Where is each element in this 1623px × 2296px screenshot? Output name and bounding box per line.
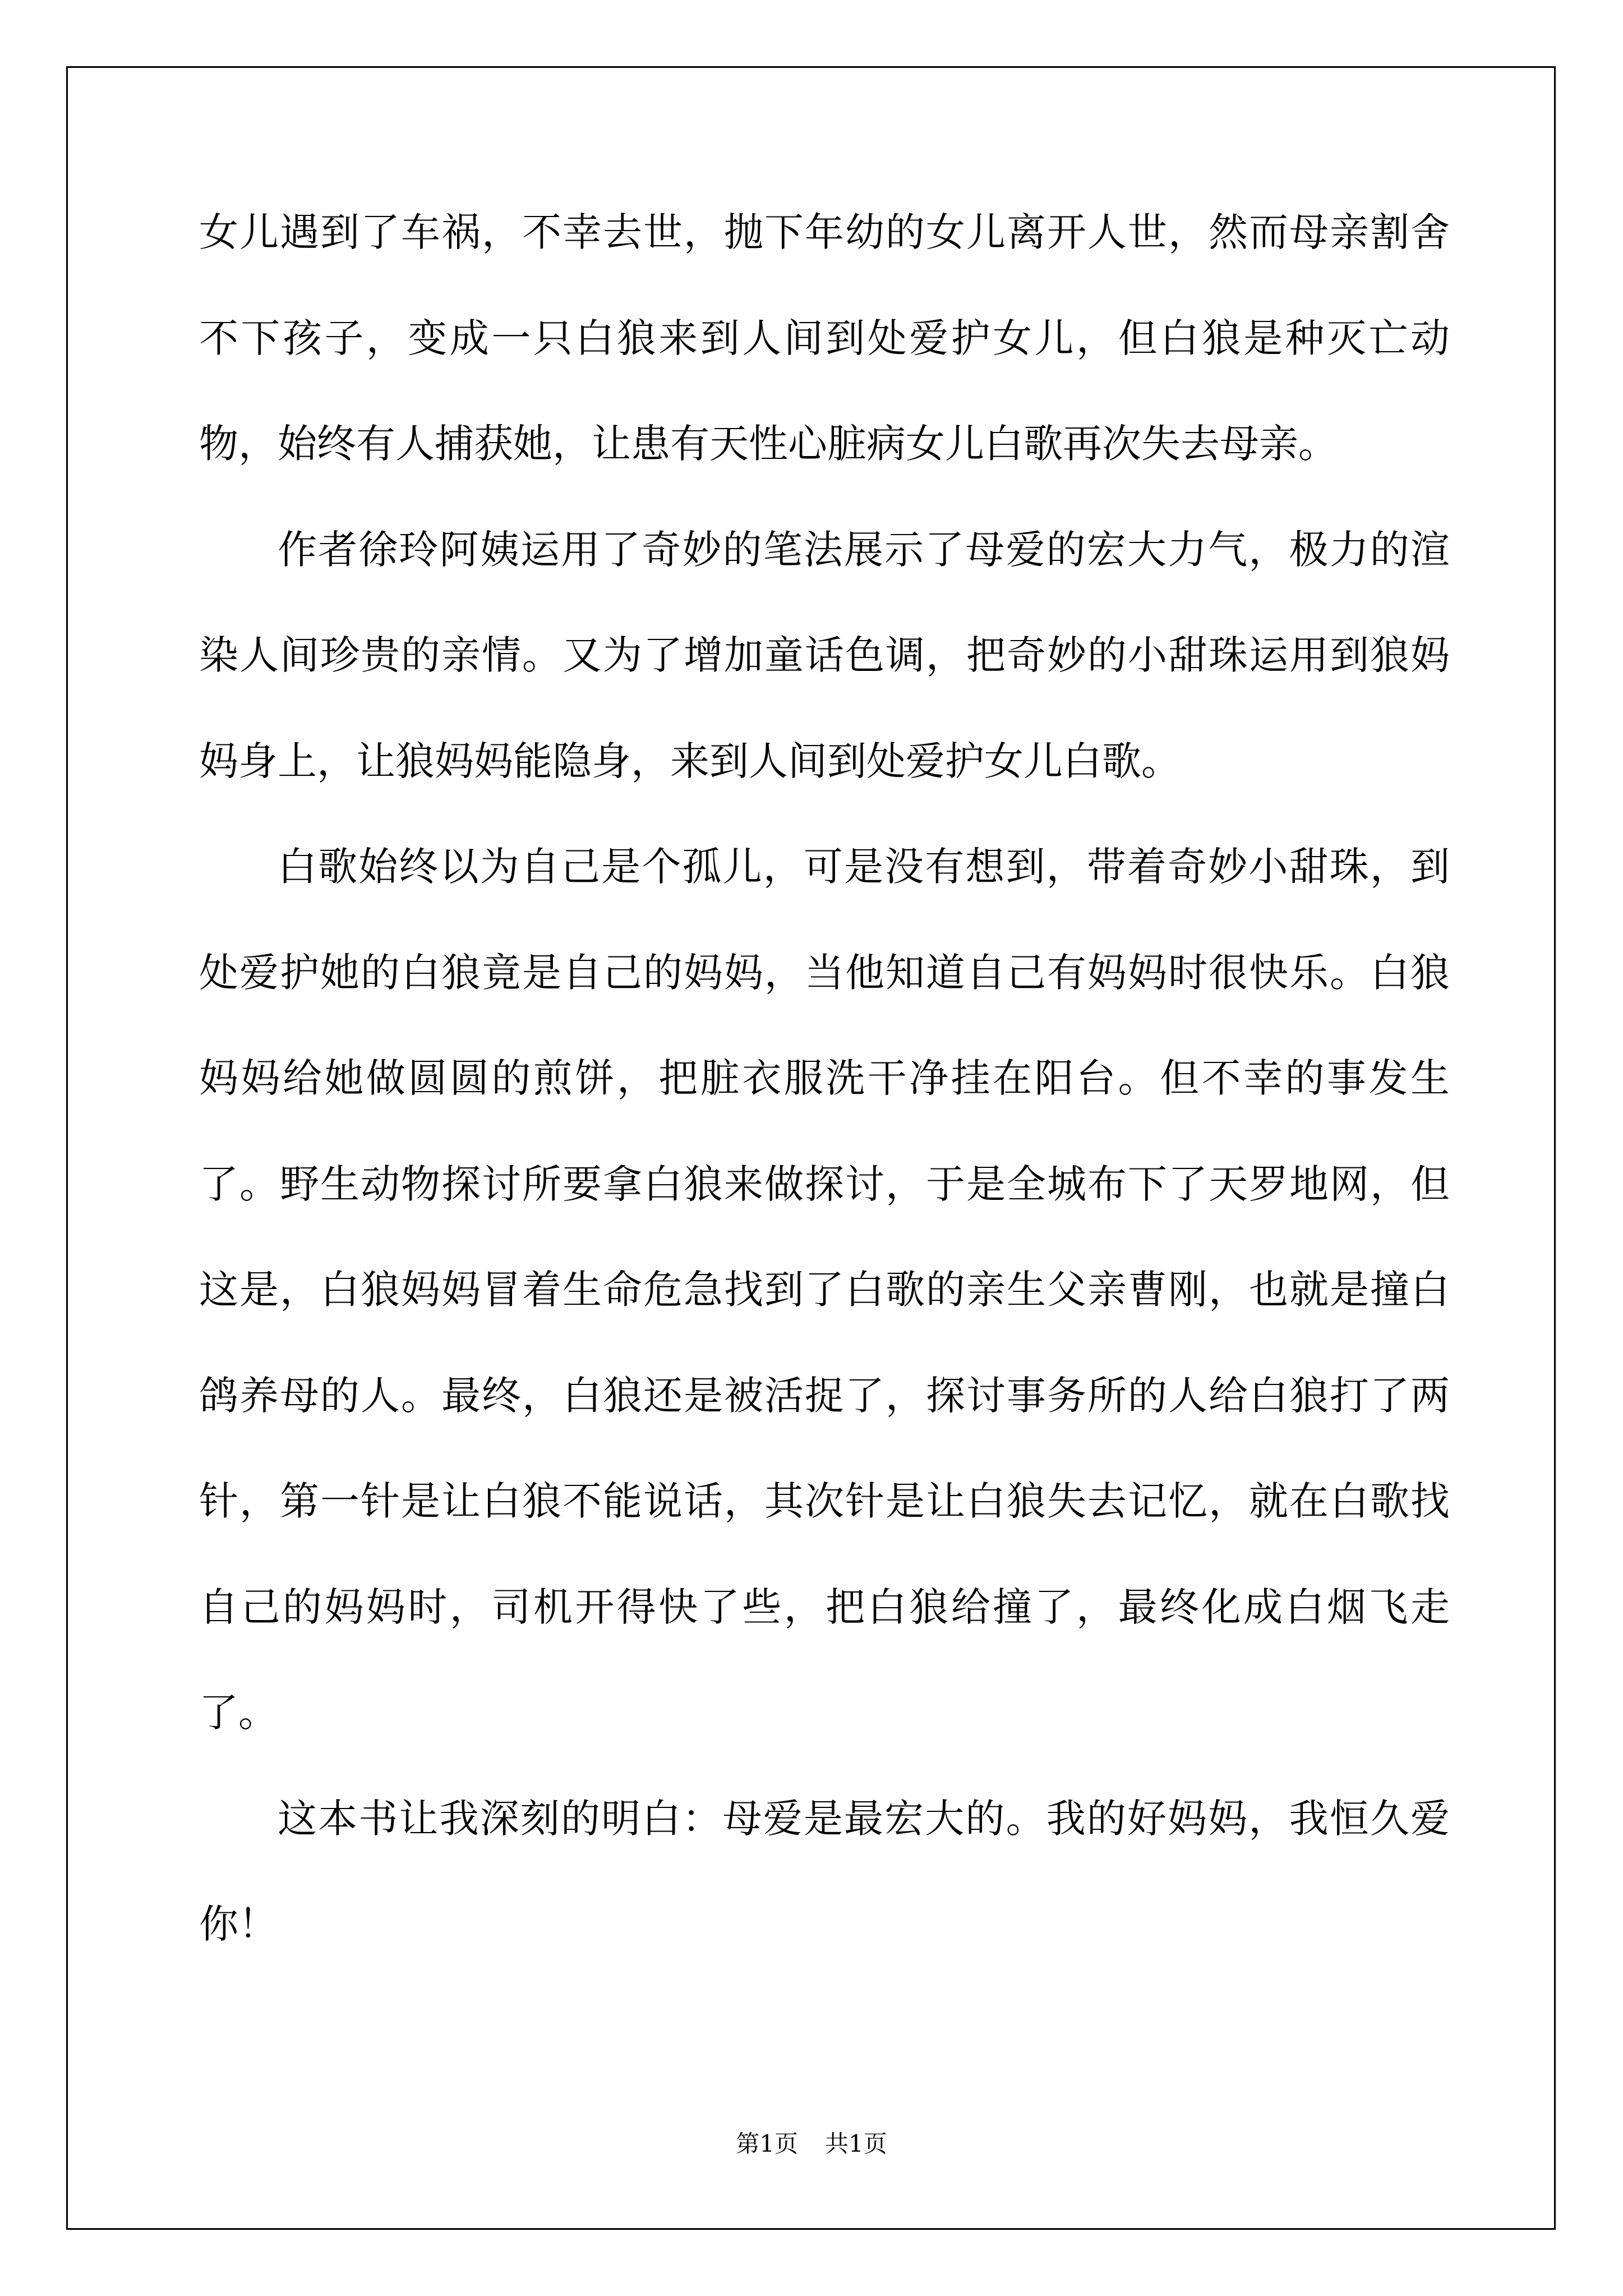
page-number-total: 共1页: [825, 2130, 887, 2157]
page-footer: [0, 2129, 1623, 2159]
paragraph-1: 女儿遇到了车祸，不幸去世，抛下年幼的女儿离开人世，然而母亲割舍不下孩子，变成一只白狼来到人间到处爱护女儿，但白狼是种灭亡动物，始终有人捕获她，让患有天性心脏病女儿白歌再次失去母亲。: [199, 209, 1450, 467]
page-number-current: 第1页: [736, 2130, 798, 2157]
paragraph-4: 这本书让我深刻的明白：母爱是最宏大的。我的好妈妈，我恒久爱你！: [199, 1795, 1450, 1947]
paragraph-2: 作者徐玲阿姨运用了奇妙的笔法展示了母爱的宏大力气，极力的渲染人间珍贵的亲情。又为了增加童话色调，把奇妙的小甜珠运用到狼妈妈身上，让狼妈妈能隐身，来到人间到处爱护女儿白歌。: [199, 526, 1450, 784]
paragraph-3: 白歌始终以为自己是个孤儿，可是没有想到，带着奇妙小甜珠，到处爱护她的白狼竟是自己的妈妈，当他知道自己有妈妈时很快乐。白狼妈妈给她做圆圆的煎饼，把脏衣服洗干净挂在阳台。但不幸的事发生了。野生动物探讨所要拿白狼来做探讨，于是全城布下了天罗地网，但这是，白狼妈妈冒着生命危急找到了白歌的亲生父亲曹刚，也就是撞白鸽养母的人。最终，白狼还是被活捉了，探讨事务所的人给白狼打了两针，第一针是让白狼不能说话，其次针是让白狼失去记忆，就在白歌找自己的妈妈时，司机开得快了些，把白狼给撞了，最终化成白烟飞走了。: [199, 844, 1450, 1736]
document-body: [199, 180, 1450, 1977]
